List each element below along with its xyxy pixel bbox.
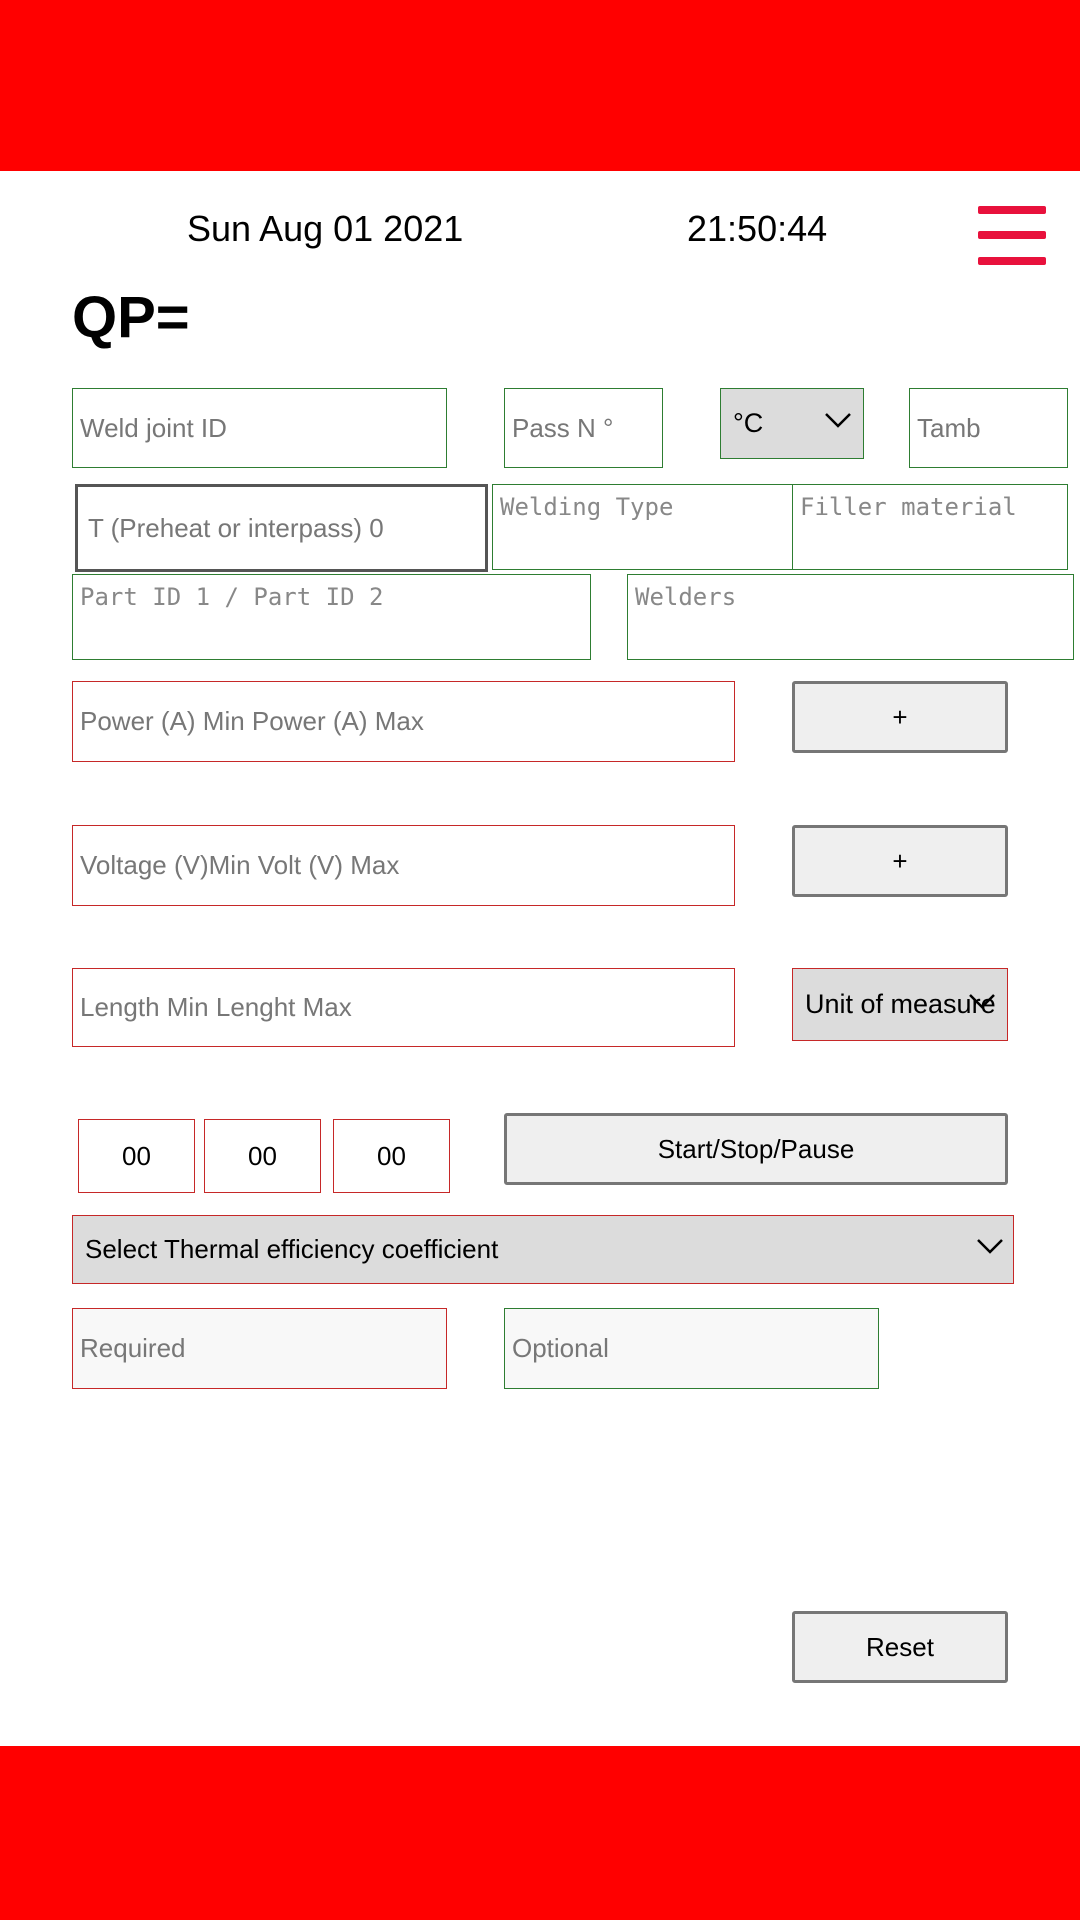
ambient-temperature-input[interactable]: Tamb bbox=[909, 388, 1068, 468]
weld-joint-id-input[interactable]: Weld joint ID bbox=[72, 388, 447, 468]
thermal-efficiency-value: Select Thermal efficiency coefficient bbox=[85, 1234, 499, 1264]
top-banner bbox=[0, 0, 1080, 171]
welding-type-input[interactable]: Welding Type bbox=[492, 484, 793, 570]
add-voltage-button[interactable]: + bbox=[792, 825, 1008, 897]
thermal-efficiency-select[interactable] bbox=[72, 1215, 1014, 1284]
chevron-down-icon bbox=[977, 1238, 1003, 1254]
pass-number-input[interactable]: Pass N ° bbox=[504, 388, 663, 468]
hamburger-menu-icon[interactable] bbox=[978, 204, 1046, 274]
timer-minutes[interactable]: 00 bbox=[204, 1119, 321, 1193]
temperature-unit-select[interactable] bbox=[720, 388, 864, 459]
current-date: Sun Aug 01 2021 bbox=[187, 208, 464, 249]
bottom-banner bbox=[0, 1746, 1080, 1920]
part-id-input[interactable]: Part ID 1 / Part ID 2 bbox=[72, 574, 591, 660]
reset-button[interactable]: Reset bbox=[792, 1611, 1008, 1683]
required-input[interactable]: Required bbox=[72, 1308, 447, 1389]
preheat-temperature-input[interactable]: T (Preheat or interpass) 0 bbox=[75, 484, 488, 572]
start-stop-pause-button[interactable]: Start/Stop/Pause bbox=[504, 1113, 1008, 1185]
power-range-input[interactable]: Power (A) Min Power (A) Max bbox=[72, 681, 735, 762]
filler-material-input[interactable]: Filler material bbox=[792, 484, 1068, 570]
current-time: 21:50:44 bbox=[687, 208, 828, 249]
chevron-down-icon bbox=[969, 993, 995, 1009]
add-power-button[interactable]: + bbox=[792, 681, 1008, 753]
unit-of-measure-value: Unit of measure bbox=[805, 989, 996, 1019]
timer-seconds[interactable]: 00 bbox=[333, 1119, 450, 1193]
unit-of-measure-select[interactable] bbox=[792, 968, 1008, 1041]
temperature-unit-value: °C bbox=[733, 408, 764, 438]
length-range-input[interactable]: Length Min Lenght Max bbox=[72, 968, 735, 1047]
timer-hours[interactable]: 00 bbox=[78, 1119, 195, 1193]
optional-input[interactable]: Optional bbox=[504, 1308, 879, 1389]
page-title: QP= bbox=[72, 285, 190, 350]
welders-input[interactable]: Welders bbox=[627, 574, 1074, 660]
voltage-range-input[interactable]: Voltage (V)Min Volt (V) Max bbox=[72, 825, 735, 906]
chevron-down-icon bbox=[825, 412, 851, 428]
